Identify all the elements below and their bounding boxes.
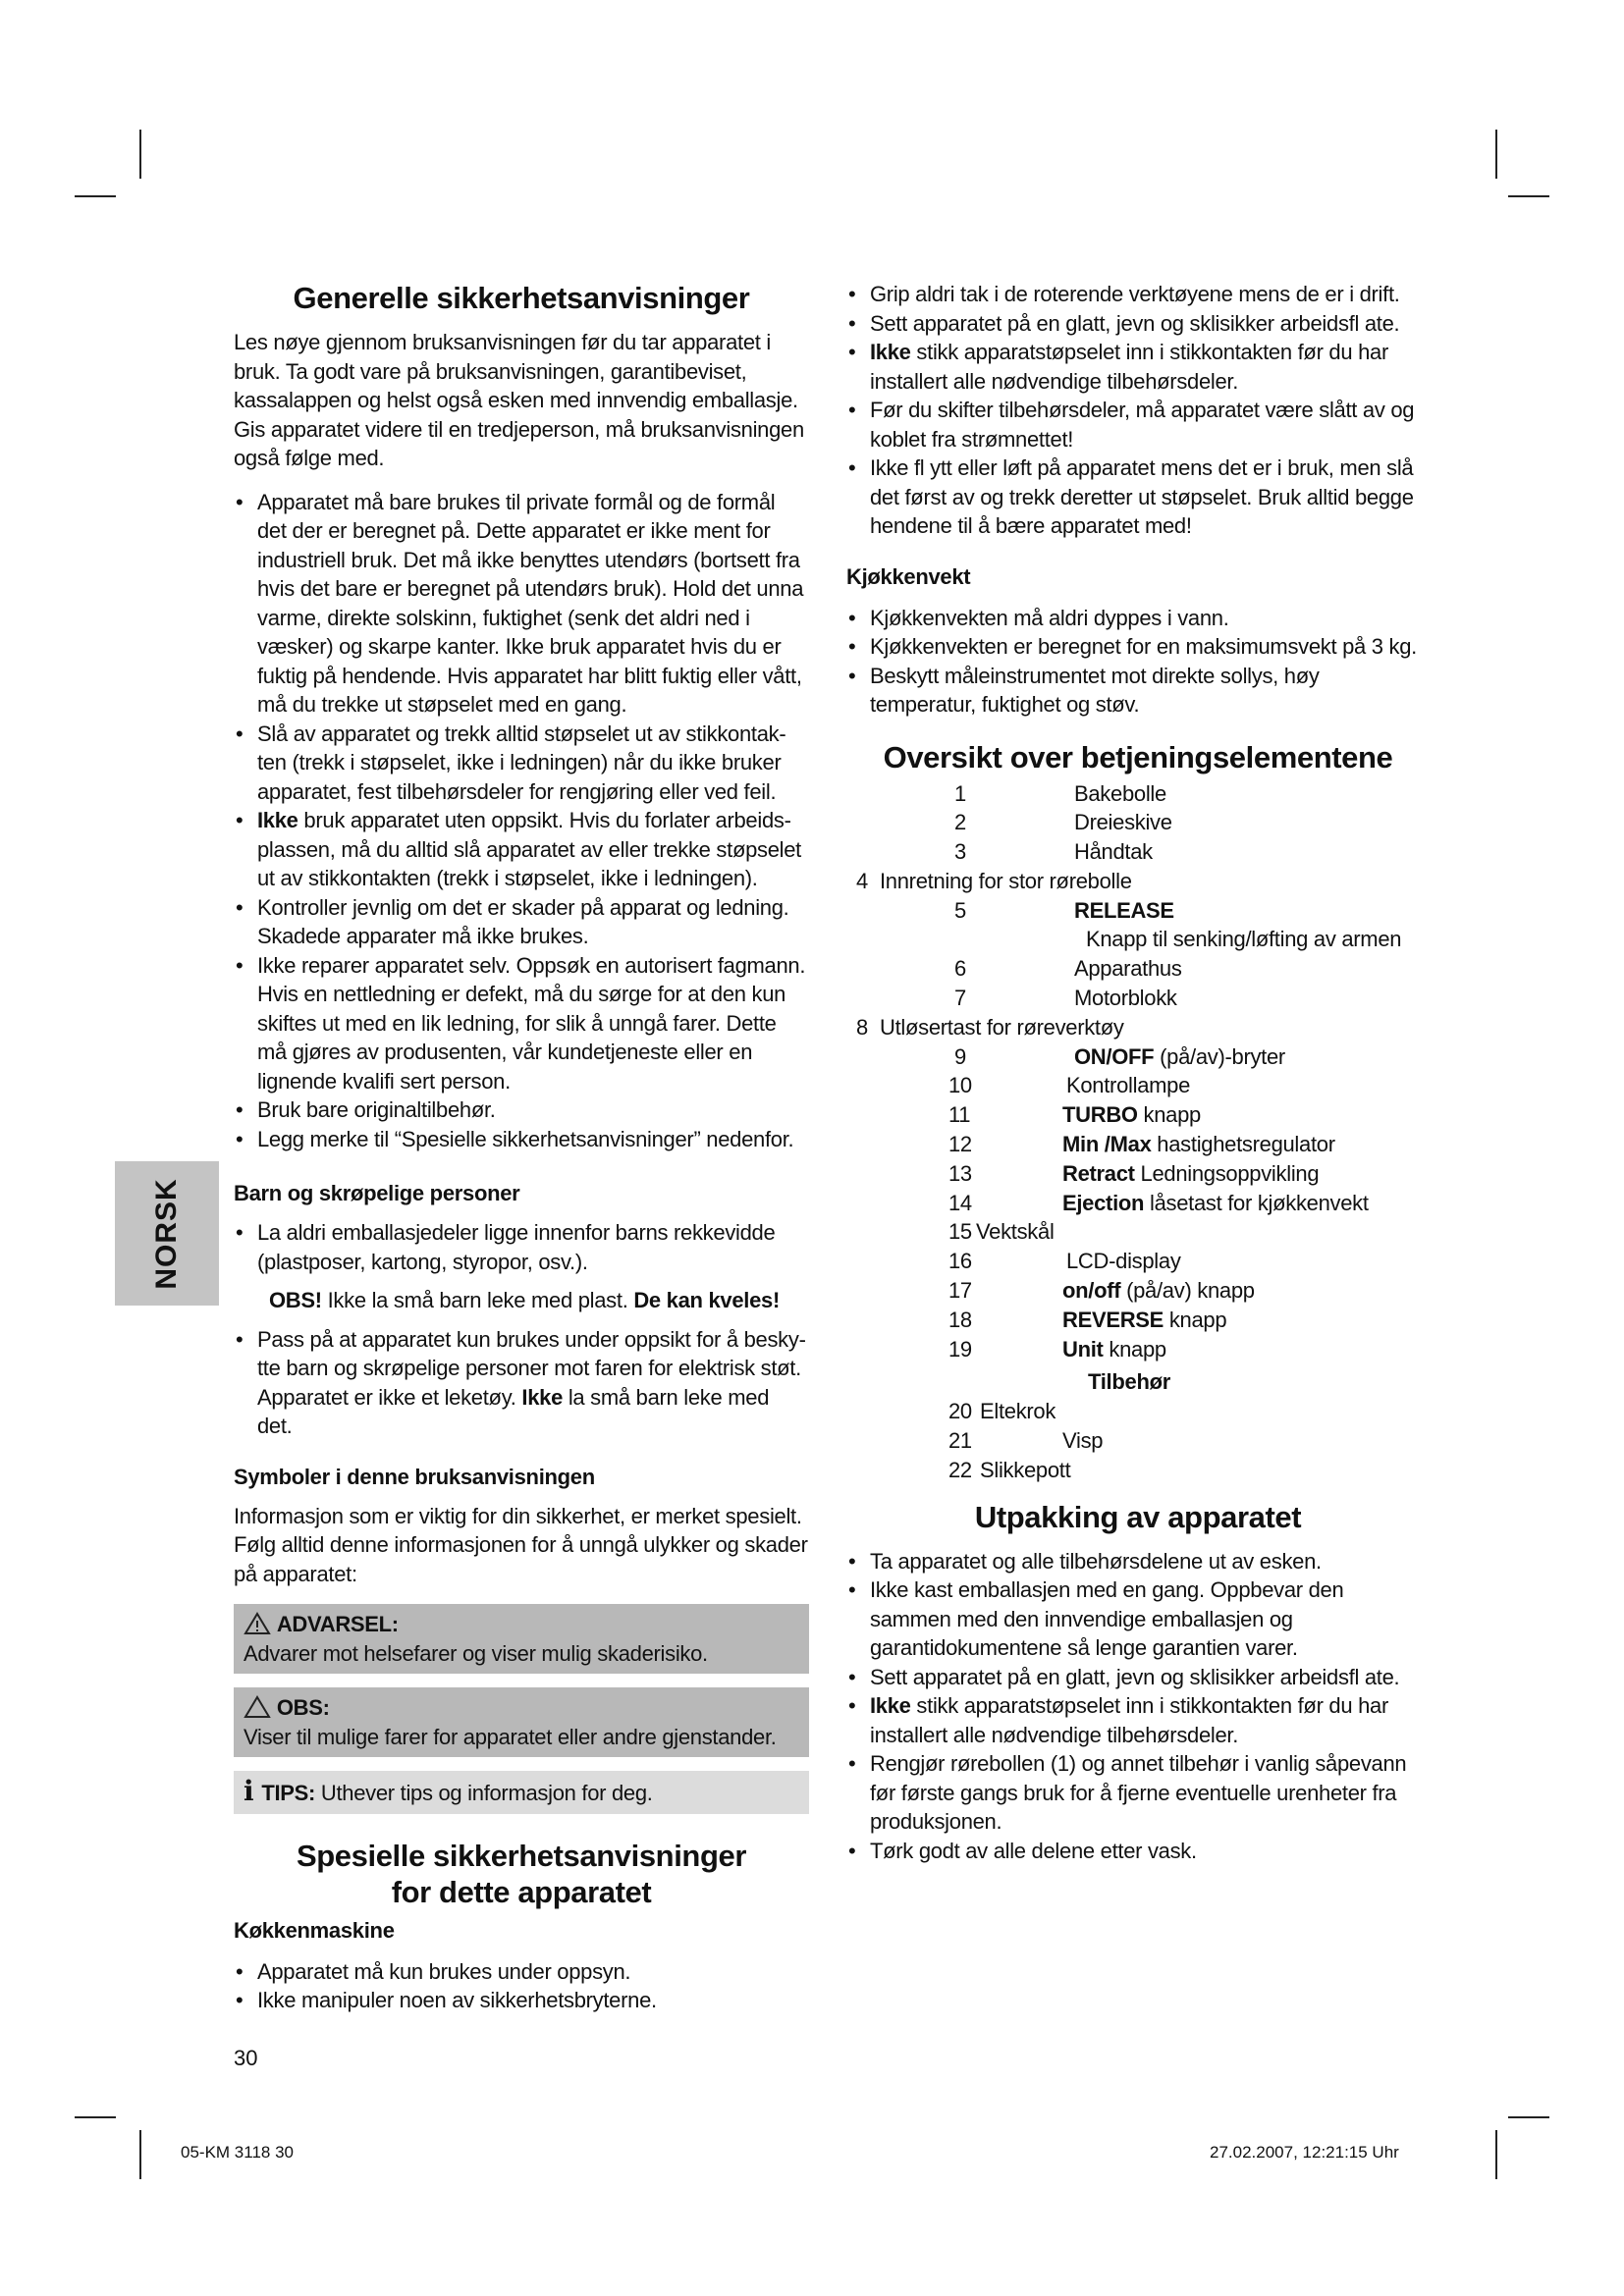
top-bullets [846,280,1430,541]
list-item: 10 Kontrollampe [948,1073,1191,1098]
crop-mark [75,195,116,197]
list-item: 1 Bakebolle [954,780,1166,806]
list-item: • La aldri emballasjedeler ligge innenfor barns rekkevidde (plastposer, kartong, styropor, osv.). [234,1218,809,1276]
list-item: 21 Visp [948,1428,1104,1454]
crop-mark [139,2130,141,2179]
crop-mark [139,130,141,179]
list-item: 6 Apparathus [954,956,1182,982]
heading-overview: Oversikt over betjeningselementene [883,739,1393,774]
list-item: 17 on/off (på/av) knapp [948,1278,1255,1304]
crop-mark [1495,2130,1497,2179]
list-item: 18 REVERSE knapp [948,1307,1227,1332]
list-item: 12 Min /Max hastighetsregulator [948,1132,1335,1157]
crop-mark [1508,195,1549,197]
tips-box: i TIPS: Uthever tips og informasjon for deg. [234,1771,809,1814]
list-item: 9 ON/OFF (på/av)-bryter [954,1043,1285,1069]
list-item: • Sett apparatet på en glatt, jevn og sklisikker arbeidsfl ate. [846,309,1430,339]
warning-text: Advarer mot helsefarer og viser mulig skaderisiko. [244,1640,708,1666]
list-item: 15 Vektskål [948,1219,1055,1245]
children-bullets-2 [234,1325,809,1441]
list-item: 22 Slikkepott [948,1458,1071,1483]
info-icon: i [244,1775,254,1807]
general-bullets [234,488,809,1154]
overview-list [846,779,1430,1485]
language-tab [115,1161,219,1306]
list-item: • Grip aldri tak i de roterende verktøyene mens de er i drift. [846,280,1430,309]
list-item: • Ikke stikk apparatstøpselet inn i stikkontakten før du har installert alle nødvendige tilbehørsdeler. [846,1691,1430,1749]
list-item: • Apparatet må kun brukes under oppsyn. [234,1957,809,1987]
children-bullets [234,1218,809,1276]
list-item: • Ikke kast emballasjen med en gang. Oppbevar den sammen med den innvendige emballasjen og garantidokumentene så lenge garantien varer. [846,1575,1430,1663]
heading-symbols: Symboler i denne bruksanvisningen [234,1464,595,1489]
list-item: 5 RELEASE [954,897,1174,923]
list-item: • Pass på at apparatet kun brukes under oppsikt for å besky-tte barn og skrøpelige personer mot faren for elektrisk støt. Apparatet er ikke et leketøy. Ikke la små barn leke med det. [234,1325,809,1441]
list-item: • Kjøkkenvekten er beregnet for en maksimumsvekt på 3 kg. [846,632,1430,662]
list-item: • Kontroller jevnlig om det er skader på apparat og ledning. Skadede apparater må ikke brukes. [234,893,809,951]
symbols-paragraph: Informasjon som er viktig for din sikkerhet, er merket spesielt. Følg alltid denne informasjonen for å unngå ulykker og skader på apparatet: [234,1503,808,1586]
list-item: • Ikke manipuler noen av sikkerhetsbryterne. [234,1986,809,2015]
footer-right: 27.02.2007, 12:21:15 Uhr [1210,2143,1399,2162]
list-item: • Beskytt måleinstrumentet mot direkte sollys, høy temperatur, fuktighet og støv. [846,662,1430,720]
heading-general-safety: Generelle sikkerhetsanvisninger [293,281,750,315]
heading-kitchen-scale: Kjøkkenvekt [846,563,971,589]
warning-title-row: ADVARSEL: [244,1610,799,1639]
language-tab-label: NORSK [150,1177,183,1290]
list-item: 11 TURBO knapp [948,1102,1201,1128]
list-item: 14 Ejection låsetast for kjøkkenvekt [948,1190,1369,1215]
list-item: 7 Motorblokk [954,986,1177,1011]
warning-icon [244,1612,271,1635]
caution-icon [244,1695,271,1719]
list-item: 2 Dreieskive [954,810,1172,835]
intro-paragraph: Les nøye gjennom bruksanvisningen før du tar apparatet i bruk. Ta godt vare på bruksanvisningen, garantibeviset, kassalappen og helst også esken med innvendig emballasje. Gis apparatet videre til en tredjeperson, må bruksanvisningen også følge med. [234,330,804,470]
list-item: Knapp til senking/løfting av armen [1086,927,1402,952]
unpack-bullets [846,1547,1430,1866]
accessories-title: Tilbehør [1088,1369,1170,1395]
list-item: • Tørk godt av alle delene etter vask. [846,1837,1430,1866]
list-item: • Bruk bare originaltilbehør. [234,1095,809,1125]
caution-text: Viser til mulige farer for apparatet eller andre gjenstander. [244,1724,777,1749]
list-item: 16 LCD-display [948,1249,1181,1274]
page-number: 30 [234,2046,258,2070]
list-item: • Rengjør rørebollen (1) og annet tilbehør i vanlig såpevann før første gangs bruk for å fjerne eventuelle urenheter fra produksjonen. [846,1749,1430,1837]
list-item: • Ikke reparer apparatet selv. Oppsøk en autorisert fagmann. Hvis en nettledning er defekt, må du sørge for at den kun skiftes ut med en lik ledning, for slik å unngå farer. Dette må gjøres av produsenten, vår kundetjeneste eller en lignende kvalifi sert person. [234,951,809,1096]
right-column [846,280,1430,1865]
list-item: 4 Innretning for stor rørebolle [856,868,1132,893]
list-item: • Ta apparatet og alle tilbehørsdelene ut av esken. [846,1547,1430,1576]
list-item: • Apparatet må bare brukes til private formål og de formål det der er beregnet på. Dette apparatet er ikke ment for industriell bruk. Det må ikke benyttes utendørs (bortsett fra hvis det bare er beregnet på utendørs bruk). Hold det unna varme, direkte solskinn, fuktighet (senk det aldri ned i væsker) og skarpe kanter. Ikke bruk apparatet hvis du er fuktig på hendende. Hvis apparatet har blitt fuktig eller vått, må du trekke ut støpselet med en gang. [234,488,809,720]
list-item: • Legg merke til “Spesielle sikkerhetsanvisninger” nedenfor. [234,1125,809,1154]
crop-mark [75,2116,116,2118]
heading-special-safety-2: for dette apparatet [391,1874,652,1909]
list-item: 8 Utløsertast for røreverktøy [856,1014,1124,1040]
heading-kitchen-machine: Køkkenmaskine [234,1917,395,1943]
warning-box [234,1604,809,1674]
kitchen-bullets [234,1957,809,2015]
caution-title-row: OBS: [244,1693,799,1723]
left-column [234,280,809,2015]
list-item: • Ikke bruk apparatet uten oppsikt. Hvis du forlater arbeids-plassen, må du alltid slå apparatet av eller trekke støpselet ut av stikkontakten (trekk i støpselet, ikke i ledningen). [234,806,809,893]
list-item: • Kjøkkenvekten må aldri dyppes i vann. [846,604,1430,633]
heading-unpacking: Utpakking av apparatet [974,1499,1302,1534]
list-item: 19 Unit knapp [948,1336,1166,1362]
list-item: 20 Eltekrok [948,1399,1056,1424]
list-item: • Sett apparatet på en glatt, jevn og sklisikker arbeidsfl ate. [846,1663,1430,1692]
footer-left: 05-KM 3118 30 [181,2143,294,2162]
heading-children: Barn og skrøpelige personer [234,1181,520,1205]
crop-mark [1495,130,1497,179]
obs-note: OBS! Ikke la små barn leke med plast. De kan kveles! [269,1288,781,1312]
list-item: • Før du skifter tilbehørsdeler, må apparatet være slått av og koblet fra strømnettet! [846,396,1430,454]
list-item: 3 Håndtak [954,839,1153,865]
list-item: • Slå av apparatet og trekk alltid støpselet ut av stikkontak-ten (trekk i støpselet, ikke i ledningen) når du ikke bruker apparatet, fest tilbehørsdeler for rengjøring eller ved feil. [234,720,809,807]
scale-bullets [846,604,1430,720]
list-item: 13 Retract Ledningsoppvikling [948,1160,1320,1186]
list-item: • Ikke stikk apparatstøpselet inn i stikkontakten før du har installert alle nødvendige tilbehørsdeler. [846,338,1430,396]
crop-mark [1508,2116,1549,2118]
caution-box [234,1687,809,1757]
heading-special-safety-1: Spesielle sikkerhetsanvisninger [296,1838,746,1873]
list-item: • Ikke fl ytt eller løft på apparatet mens det er i bruk, men slå det først av og trekk deretter ut støpselet. Bruk alltid begge hendene til å bære apparatet med! [846,454,1430,541]
